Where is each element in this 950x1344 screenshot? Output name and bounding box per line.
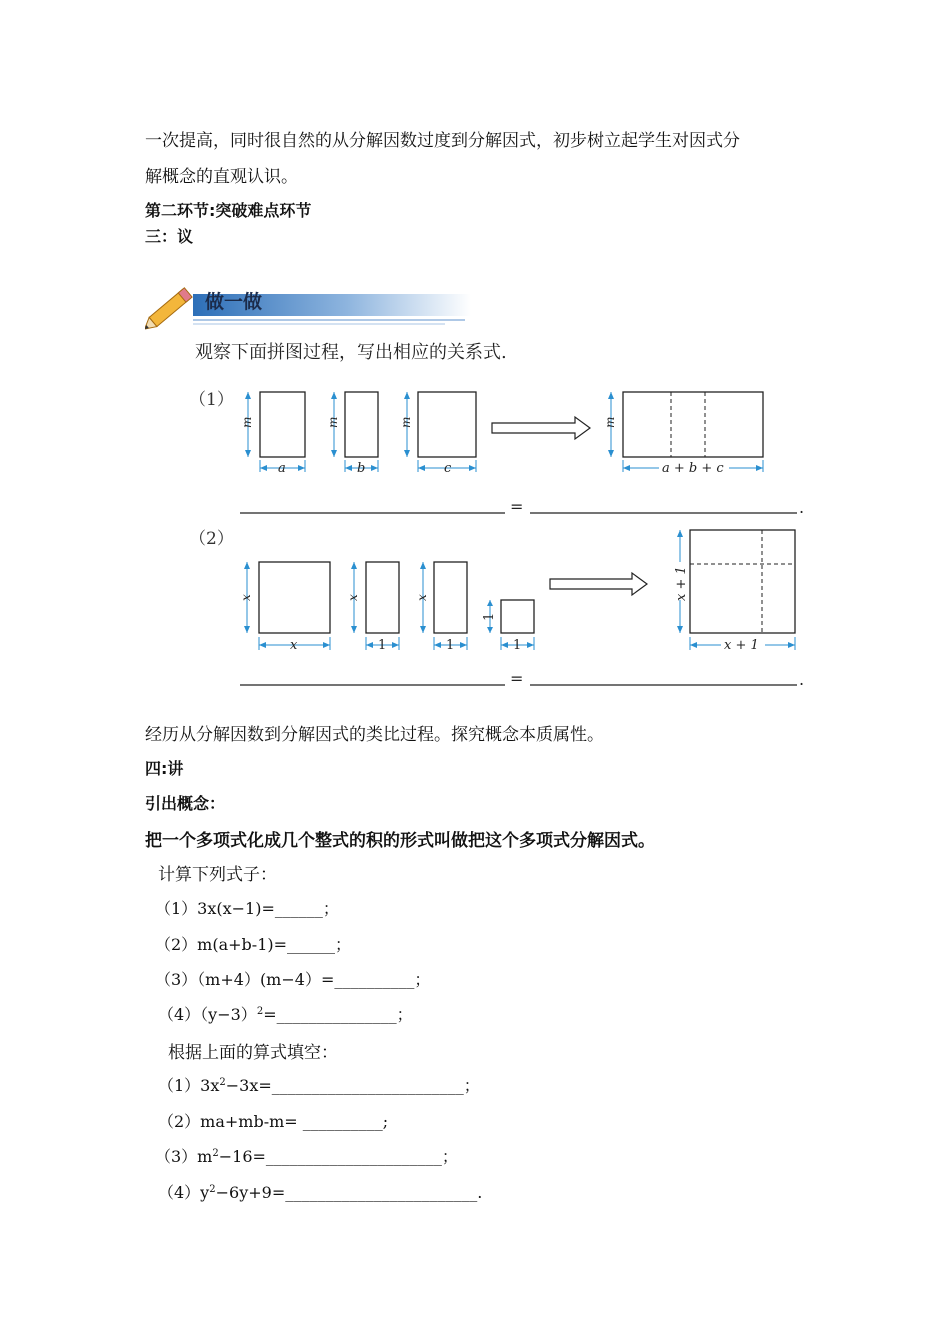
fill-end-3: ；	[441, 1147, 458, 1166]
label-m-3: m	[399, 416, 413, 428]
figure-instruction: 观察下面拼图过程，写出相应的关系式.	[195, 342, 507, 363]
intro-line-1: 一次提高，同时很自然的从分解因数过度到分解因式，初步树立起学生对因式分	[145, 131, 740, 151]
compute-item-1	[155, 896, 339, 919]
fill-end-4: .	[477, 1183, 483, 1202]
label-one-2: 1	[446, 638, 455, 653]
fill-item-4-rest: −6y+9=	[215, 1183, 286, 1202]
part-4-title: 四:讲	[145, 759, 184, 778]
fill-heading: 根据上面的算式填空：	[168, 1043, 338, 1063]
p2-square-x	[244, 562, 330, 650]
label-x-4: x	[415, 594, 429, 601]
p2-equals: =	[510, 669, 524, 688]
compute-item-1-text: （1）3x(x−1)=	[155, 899, 275, 918]
fill-end-1: ；	[463, 1076, 480, 1095]
p2-rect-x1-a	[351, 562, 399, 650]
part-3-title: 三：议	[145, 227, 194, 246]
compute-item-2	[155, 932, 351, 955]
compute-end-1: ；	[322, 899, 339, 918]
pencil-icon	[145, 288, 192, 334]
fill-item-2-text: （2）ma+mb-m=	[158, 1112, 298, 1131]
label-b: b	[357, 461, 366, 476]
analogy-text: 经历从分解因数到分解因式的类比过程。探究概念本质属性。	[145, 725, 604, 745]
p2-rect-x1-b	[420, 562, 467, 650]
compute-blank-3[interactable]: __________	[334, 970, 415, 989]
compute-blank-2[interactable]: ______	[287, 935, 336, 954]
compute-item-4-text: （4）（y−3）	[158, 1005, 257, 1024]
fill-blank-3[interactable]: ______________________	[265, 1147, 442, 1166]
compute-item-2-text: （2）m(a+b-1)=	[155, 935, 288, 954]
fill-item-4-exponent: 2	[209, 1184, 216, 1195]
fill-item-1-text: （1）3x	[158, 1076, 220, 1095]
label-a: a	[278, 461, 286, 476]
fill-item-3	[155, 1144, 458, 1167]
fill-blank-1[interactable]: ________________________	[271, 1076, 464, 1095]
p2-dot: .	[799, 670, 805, 689]
label-x1-horizontal: x + 1	[724, 638, 759, 653]
fill-item-1-exponent: 2	[219, 1077, 226, 1088]
compute-item-4	[158, 1002, 413, 1025]
label-m-4: m	[603, 416, 617, 428]
concept-intro: 引出概念：	[145, 794, 226, 813]
figure-header: 做一做	[205, 291, 263, 313]
label-x-3: x	[346, 594, 360, 601]
compute-end-3: ；	[414, 970, 431, 989]
p2-square-1	[487, 600, 534, 650]
p1-equals: =	[510, 497, 524, 516]
part-2-label: （2）	[189, 529, 234, 549]
fill-end-2: ;	[382, 1112, 389, 1131]
definition: 把一个多项式化成几个整式的积的形式叫做把这个多项式分解因式。	[145, 831, 655, 851]
p1-rect-b	[331, 392, 378, 472]
label-x-1: x	[239, 594, 253, 601]
label-one-3: 1	[482, 612, 497, 621]
label-m-2: m	[326, 416, 340, 428]
compute-heading: 计算下列式子：	[158, 865, 277, 885]
intro-line-2: 解概念的直观认识。	[145, 167, 298, 187]
fill-item-1-rest: −3x=	[225, 1076, 272, 1095]
p1-rect-c	[404, 392, 476, 472]
label-m-1: m	[240, 416, 254, 428]
arrow-1-icon	[492, 417, 590, 439]
compute-item-3-text: （3）（m+4）(m−4）=	[155, 970, 335, 989]
p1-combined-rect	[608, 392, 763, 472]
compute-end-4: ；	[396, 1005, 413, 1024]
fill-item-4-text: （4）y	[158, 1183, 210, 1202]
label-one-1: 1	[378, 638, 387, 653]
label-abc: a + b + c	[662, 461, 724, 476]
p2-combined-square	[677, 530, 795, 650]
label-one-4: 1	[513, 638, 522, 653]
fill-item-1	[158, 1073, 480, 1096]
compute-item-4-equals: =	[263, 1005, 277, 1024]
fill-item-4	[158, 1180, 482, 1203]
part-1-label: （1）	[189, 390, 234, 410]
fill-item-3-exponent: 2	[212, 1148, 219, 1159]
compute-end-2: ；	[335, 935, 352, 954]
fill-item-3-rest: −16=	[218, 1147, 266, 1166]
compute-item-3	[155, 967, 430, 990]
compute-item-4-exponent: 2	[256, 1006, 264, 1017]
fill-blank-2[interactable]: __________	[302, 1112, 383, 1131]
p1-dot: .	[799, 498, 805, 517]
p1-rect-a	[245, 392, 305, 472]
arrow-2-icon	[550, 573, 647, 595]
compute-blank-1[interactable]: ______	[274, 899, 323, 918]
fill-item-3-text: （3）m	[155, 1147, 213, 1166]
section-2-title: 第二环节:突破难点环节	[145, 201, 312, 220]
label-c: c	[444, 461, 452, 476]
puzzle-figure	[145, 272, 815, 712]
fill-blank-4[interactable]: ________________________	[285, 1183, 478, 1202]
fill-item-2	[158, 1109, 388, 1132]
label-x-2: x	[290, 638, 298, 653]
label-x1-vertical: x + 1	[674, 566, 689, 601]
compute-blank-4[interactable]: _______________	[276, 1005, 397, 1024]
